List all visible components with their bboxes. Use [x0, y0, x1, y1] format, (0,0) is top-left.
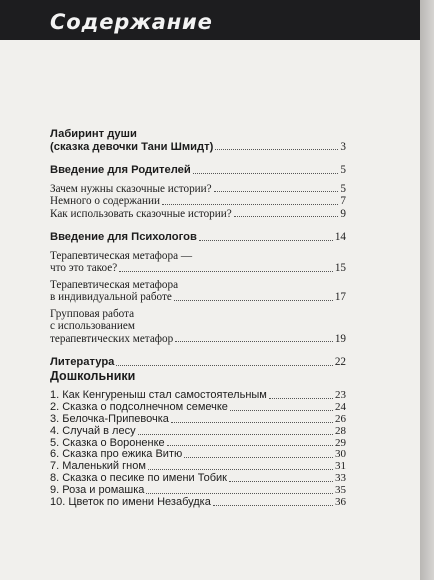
page-number: 35	[335, 484, 346, 497]
toc-entry	[50, 183, 346, 196]
section-title: Введение для Родителей	[50, 164, 191, 176]
toc-entry-literature	[50, 356, 346, 369]
story-title: 3. Белочка-Припевочка	[50, 412, 169, 425]
entry-text: Групповая работа	[50, 307, 135, 320]
section-title: Литература	[50, 356, 115, 368]
dot-leader	[162, 204, 338, 205]
story-title: 10. Цветок по имени Незабудка	[50, 496, 211, 509]
dot-leader	[146, 493, 333, 494]
entry-text: с использованием	[50, 320, 135, 332]
page-number: 33	[335, 472, 346, 485]
table-of-contents	[50, 128, 346, 369]
dot-leader	[119, 271, 333, 272]
dot-leader	[167, 445, 333, 446]
story-title: 6. Сказка про ежика Витю	[50, 448, 183, 461]
dot-leader	[175, 341, 333, 342]
page-number: 17	[334, 291, 346, 303]
dot-leader	[199, 240, 333, 241]
page-number: 5	[340, 164, 346, 176]
story-entry	[50, 414, 346, 426]
dot-leader	[230, 410, 333, 411]
entry-text: в индивидуальной работе	[50, 291, 172, 303]
entry-text: Терапевтическая метафора	[50, 278, 179, 291]
entry-text: что это такое?	[50, 262, 118, 274]
section-heading: Дошкольники	[50, 369, 136, 383]
toc-entry	[50, 195, 346, 208]
page-number: 19	[334, 332, 346, 345]
preschool-section	[50, 371, 346, 509]
dot-leader	[184, 457, 333, 458]
page-number: 7	[340, 195, 346, 207]
story-entry	[50, 402, 346, 414]
header-bar	[0, 0, 420, 40]
page-number: 30	[335, 448, 346, 461]
dot-leader	[148, 469, 333, 470]
entry-text: Немного о содержании	[50, 195, 160, 207]
toc-entry-psychologists	[50, 231, 346, 244]
page-number: 3	[340, 140, 346, 153]
page-number: 36	[335, 496, 346, 509]
entry-text: Как использовать сказочные истории?	[50, 207, 232, 220]
page-number: 14	[334, 231, 346, 243]
story-title: 1. Как Кенгуреныш стал самостоятельным	[50, 388, 267, 401]
dot-leader	[116, 365, 332, 366]
dot-leader	[215, 149, 338, 150]
dot-leader	[138, 434, 333, 435]
page-number: 23	[335, 388, 346, 401]
story-title: 5. Сказка о Вороненке	[50, 436, 165, 449]
page-number: 31	[335, 460, 346, 473]
toc-entry	[50, 279, 346, 304]
story-title: 7. Маленький гном	[50, 460, 146, 473]
dot-leader	[171, 422, 333, 423]
toc-entry	[50, 208, 346, 221]
page-number: 24	[335, 400, 346, 413]
dot-leader	[229, 481, 333, 482]
toc-entry	[50, 250, 346, 275]
page-number: 29	[335, 436, 346, 449]
entry-text: терапевтических метафор	[50, 332, 174, 345]
entry-subtitle: (сказка девочки Тани Шмидт)	[50, 140, 214, 153]
story-entry	[50, 497, 346, 509]
story-entry	[50, 426, 346, 438]
toc-entry-parents	[50, 164, 346, 177]
page-number: 5	[340, 182, 346, 195]
dot-leader	[234, 216, 339, 217]
story-title: 8. Сказка о песике по имени Тобик	[50, 472, 227, 485]
story-title: 4. Случай в лесу	[50, 424, 136, 437]
dot-leader	[193, 173, 339, 174]
page-number: 15	[334, 262, 346, 274]
section-title: Введение для Психологов	[50, 231, 197, 243]
story-title: 2. Сказка о подсолнечном семечке	[50, 400, 228, 413]
dot-leader	[214, 191, 339, 192]
page-number: 22	[334, 356, 346, 368]
toc-entry-labyrinth	[50, 128, 346, 153]
entry-text: Зачем нужны сказочные истории?	[50, 182, 212, 195]
dot-leader	[269, 398, 333, 399]
page-number: 9	[340, 207, 346, 220]
entry-title: Лабиринт души	[50, 128, 137, 140]
page-number: 26	[335, 412, 346, 425]
toc-entry	[50, 308, 346, 346]
dot-leader	[213, 505, 333, 506]
page-title: Содержание	[50, 10, 213, 34]
page-edge	[420, 0, 434, 580]
story-title: 9. Роза и ромашка	[50, 484, 145, 497]
page-number: 28	[335, 424, 346, 437]
entry-text: Терапевтическая метафора —	[50, 249, 193, 262]
dot-leader	[174, 300, 333, 301]
